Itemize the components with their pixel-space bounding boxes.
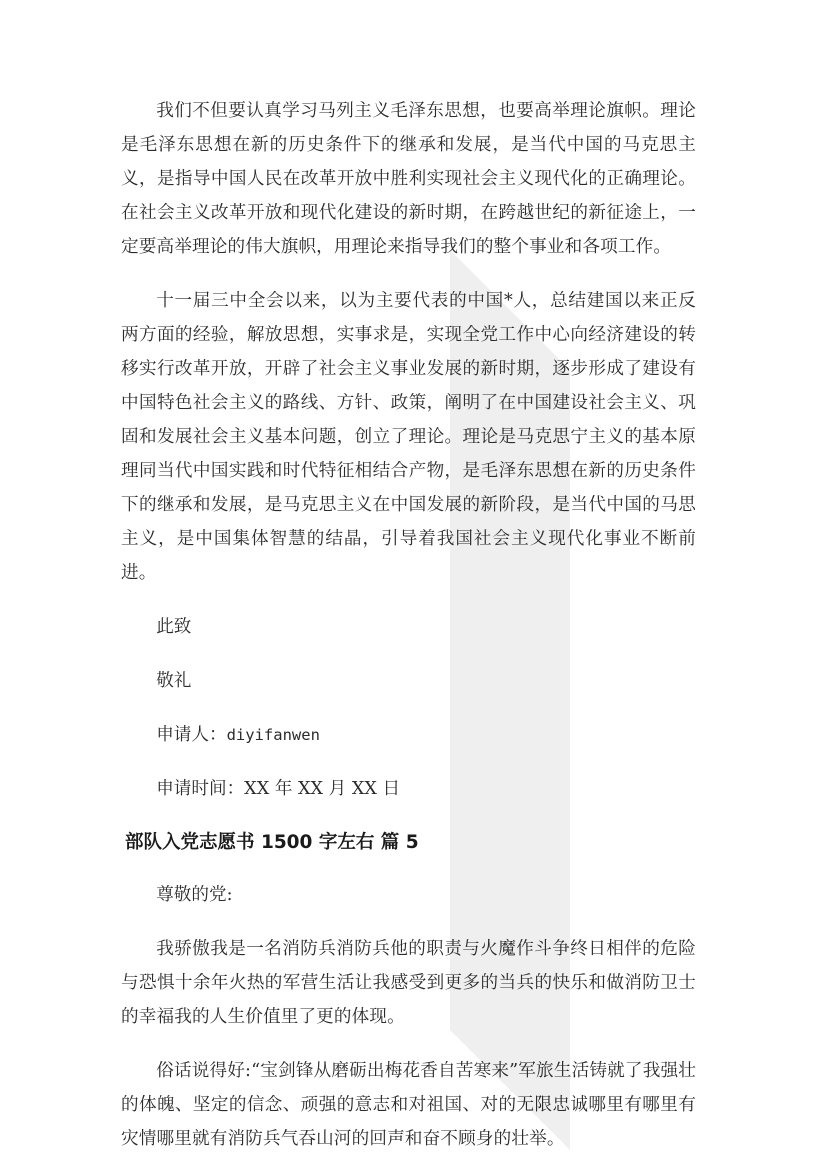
- paragraph-proverb: 俗话说得好:“宝剑锋从磨砺出梅花香自苦寒来”军旅生活铸就了我强壮的体魄、坚定的信念、顽强的意志和对祖国、对的无限忠诚哪里有哪里有灾情哪里就有消防兵气吞山河的回声和奋不顾身的壮举。: [121, 1061, 696, 1149]
- applicant-line: [121, 718, 696, 752]
- date-label: 申请时间：: [156, 779, 245, 799]
- document-body: [121, 94, 696, 1176]
- greeting-line: 尊敬的党:: [156, 885, 233, 905]
- paragraph-third-plenum: 十一届三中全会以来，以为主要代表的中国*人，总结建国以来正反两方面的经验，解放思想，实事求是，实现全党工作中心向经济建设的转移实行改革开放，开辟了社会主义事业发展的新时期，逐步形成了建设有中国特色社会主义的路线、方针、政策，阐明了在中国建设社会主义、巩固和发展社会主义基本问题，创立了理论。理论是马克思宁主义的基本原理同当代中国实践和时代特征相结合产物，是毛泽东思想在新的历史条件下的继承和发展，是马克思主义在中国发展的新阶段，是当代中国的马思主义，是中国集体智慧的结晶，引导着我国社会主义现代化事业不断前进。: [121, 291, 696, 583]
- applicant-label: 申请人：: [156, 725, 227, 745]
- paragraph-firefighter: 我骄傲我是一名消防兵消防兵他的职责与火魔作斗争终日相伴的危险与恐惧十余年火热的军营生活让我感受到更多的当兵的快乐和做消防卫士的幸福我的人生价值里了更的体现。: [121, 939, 696, 1027]
- applicant-value: diyifanwen: [226, 726, 320, 744]
- date-line: [121, 772, 696, 806]
- salute-line: 敬礼: [156, 671, 192, 691]
- date-value: XX 年 XX 月 XX 日: [244, 779, 401, 799]
- paragraph-theory: 我们不但要认真学习马列主义毛泽东思想，也要高举理论旗帜。理论是毛泽东思想在新的历史条件下的继承和发展，是当代中国的马克思主义，是指导中国人民在改革开放中胜利实现社会主义现代化的正确理论。在社会主义改革开放和现代化建设的新时期，在跨越世纪的新征途上，一定要高举理论的伟大旗帜，用理论来指导我们的整个事业和各项工作。: [121, 101, 696, 257]
- section-heading: 部队入党志愿书 1500 字左右 篇 5: [125, 832, 419, 853]
- closing-line: 此致: [156, 617, 192, 637]
